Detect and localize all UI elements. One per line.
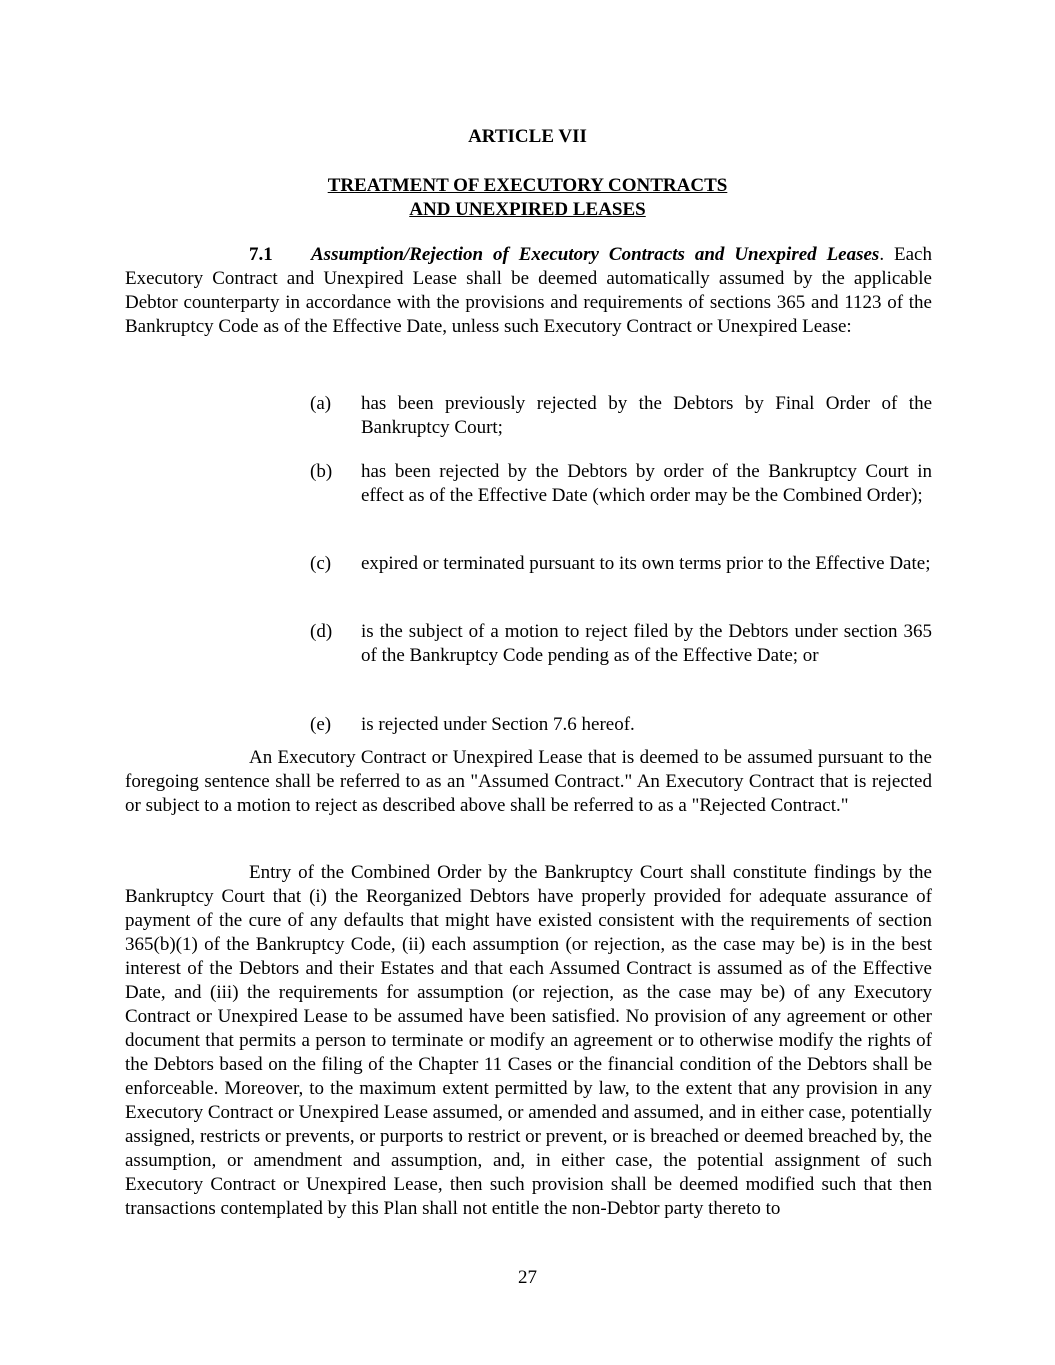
- article-heading: ARTICLE VII: [468, 126, 587, 147]
- list-text-e: is rejected under Section 7.6 hereof.: [361, 714, 635, 735]
- section-heading-period: .: [879, 244, 885, 265]
- list-text-c: expired or terminated pursuant to its own terms prior to the Effective Date;: [361, 553, 931, 574]
- list-text-b: has been rejected by the Debtors by order of the Bankruptcy Court in effect as of the Effective Date (which order may be the Combined Order);: [361, 461, 932, 506]
- list-marker-d: (d): [310, 621, 333, 642]
- assumed-contract-paragraph: An Executory Contract or Unexpired Lease that is deemed to be assumed pursuant to the foregoing sentence shall be referred to as an "Assumed Contract." An Executory Contract that is rejected or subject to a motion to reject as described above shall be referred to as a "Rejected Contract.": [125, 747, 932, 816]
- article-title-line-2: AND UNEXPIRED LEASES: [409, 199, 646, 220]
- list-marker-e: (e): [310, 714, 332, 735]
- list-text-a: has been previously rejected by the Debtors by Final Order of the Bankruptcy Court;: [361, 393, 932, 438]
- list-marker-a: (a): [310, 393, 332, 414]
- section-heading: Assumption/Rejection of Executory Contracts and Unexpired Leases: [311, 244, 880, 265]
- list-marker-b: (b): [310, 461, 333, 482]
- section-number: 7.1: [249, 244, 273, 265]
- page-number: 27: [518, 1267, 537, 1288]
- section-7-1-paragraph: [125, 243, 932, 339]
- article-title-line-1: TREATMENT OF EXECUTORY CONTRACTS: [327, 175, 728, 196]
- list-marker-c: (c): [310, 553, 332, 574]
- article-title: [0, 174, 1055, 222]
- combined-order-paragraph: Entry of the Combined Order by the Bankruptcy Court shall constitute findings by the Bankruptcy Court that (i) the Reorganized Debtors have properly provided for adequate assurance of payment of the cure of any defaults that might have existed consistent with the requirements of section 365(b)(1) of the Bankruptcy Code, (ii) each assumption (or rejection, as the case may be) is in the best interest of the Debtors and their Estates and that each Assumed Contract is assumed as of the Effective Date, and (iii) the requirements for assumption (or rejection, as the case may be) of any Executory Contract or Unexpired Lease to be assumed have been satisfied. No provision of any agreement or other document that permits a person to terminate or modify an agreement or to otherwise modify the rights of the Debtors based on the filing of the Chapter 11 Cases or the financial condition of the Debtors shall be enforceable. Moreover, to the maximum extent permitted by law, to the extent that any provision in any Executory Contract or Unexpired Lease assumed, or amended and assumed, and in either case, potentially assigned, restricts or prevents, or purports to restrict or prevent, or is breached or deemed breached by, the assumption, or amendment and assumption, and, in either case, the potential assignment of such Executory Contract or Unexpired Lease, then such provision shall be deemed modified such that then transactions contemplated by this Plan shall not entitle the non-Debtor party thereto to: [125, 862, 932, 1219]
- list-text-d: is the subject of a motion to reject filed by the Debtors under section 365 of the Bankruptcy Code pending as of the Effective Date; or: [361, 621, 932, 666]
- section-body: Each Executory Contract and Unexpired Lease shall be deemed automatically assumed by the applicable Debtor counterparty in accordance with the provisions and requirements of sections 365 and 1123 of the Bankruptcy Code as of the Effective Date, unless such Executory Contract or Unexpired Lease:: [125, 244, 932, 337]
